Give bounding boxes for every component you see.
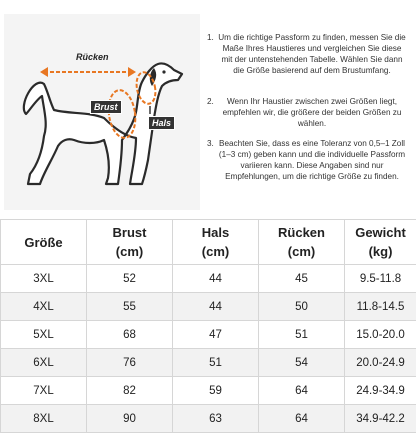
cell-neck: 47: [173, 321, 259, 349]
cell-back: 45: [259, 265, 345, 293]
cell-back: 54: [259, 349, 345, 377]
table-row: [1, 265, 416, 293]
cell-chest: 52: [87, 265, 173, 293]
cell-chest: 76: [87, 349, 173, 377]
cell-neck: 51: [173, 349, 259, 377]
instruction-number: 1.: [207, 32, 214, 43]
instruction-text: Wenn Ihr Haustier zwischen zwei Größen liegt, empfehlen wir, die größere der beiden Größen zu wählen.: [218, 96, 406, 129]
instruction-1: [207, 32, 412, 82]
table-row: [1, 293, 416, 321]
cell-weight: 9.5-11.8: [345, 265, 416, 293]
cell-weight: 20.0-24.9: [345, 349, 416, 377]
instruction-2: [207, 96, 412, 132]
cell-size: 4XL: [1, 293, 87, 321]
table-row: [1, 405, 416, 433]
header-weight: Gewicht (kg): [345, 220, 416, 265]
cell-chest: 82: [87, 377, 173, 405]
cell-weight: 11.8-14.5: [345, 293, 416, 321]
header-neck: Hals (cm): [173, 220, 259, 265]
header-size: Größe: [1, 220, 87, 265]
cell-back: 50: [259, 293, 345, 321]
cell-size: 6XL: [1, 349, 87, 377]
cell-chest: 90: [87, 405, 173, 433]
cell-neck: 59: [173, 377, 259, 405]
cell-weight: 15.0-20.0: [345, 321, 416, 349]
cell-size: 8XL: [1, 405, 87, 433]
table-row: [1, 377, 416, 405]
neck-label: Hals: [148, 116, 175, 130]
table-header-row: [1, 220, 416, 265]
cell-neck: 63: [173, 405, 259, 433]
header-chest: Brust (cm): [87, 220, 173, 265]
cell-size: 3XL: [1, 265, 87, 293]
cell-back: 64: [259, 405, 345, 433]
table-row: [1, 349, 416, 377]
instruction-number: 2.: [207, 96, 214, 107]
dog-measurement-illustration: [4, 14, 200, 210]
instruction-text: Um die richtige Passform zu finden, messen Sie die Maße Ihres Haustieres und vergleichen Sie diese mit der untenstehenden Tabelle. Wählen Sie dann die Größe basierend auf dem Brustumfang.: [218, 32, 406, 76]
cell-size: 5XL: [1, 321, 87, 349]
cell-chest: 55: [87, 293, 173, 321]
size-chart-table: [0, 219, 416, 433]
instruction-number: 3.: [207, 138, 214, 149]
instruction-3: [207, 138, 412, 198]
cell-size: 7XL: [1, 377, 87, 405]
cell-back: 64: [259, 377, 345, 405]
cell-back: 51: [259, 321, 345, 349]
back-length-label: Rücken: [76, 52, 109, 62]
cell-weight: 34.9-42.2: [345, 405, 416, 433]
chest-label: Brust: [90, 100, 122, 114]
cell-neck: 44: [173, 265, 259, 293]
cell-weight: 24.9-34.9: [345, 377, 416, 405]
table-row: [1, 321, 416, 349]
header-back: Rücken (cm): [259, 220, 345, 265]
cell-neck: 44: [173, 293, 259, 321]
instruction-text: Beachten Sie, dass es eine Toleranz von 0,5–1 Zoll (1–3 cm) geben kann und die individuelle Passform variieren kann. Diese Angaben sind nur Empfehlungen, um die richtige Größe zu finden.: [218, 138, 406, 182]
cell-chest: 68: [87, 321, 173, 349]
